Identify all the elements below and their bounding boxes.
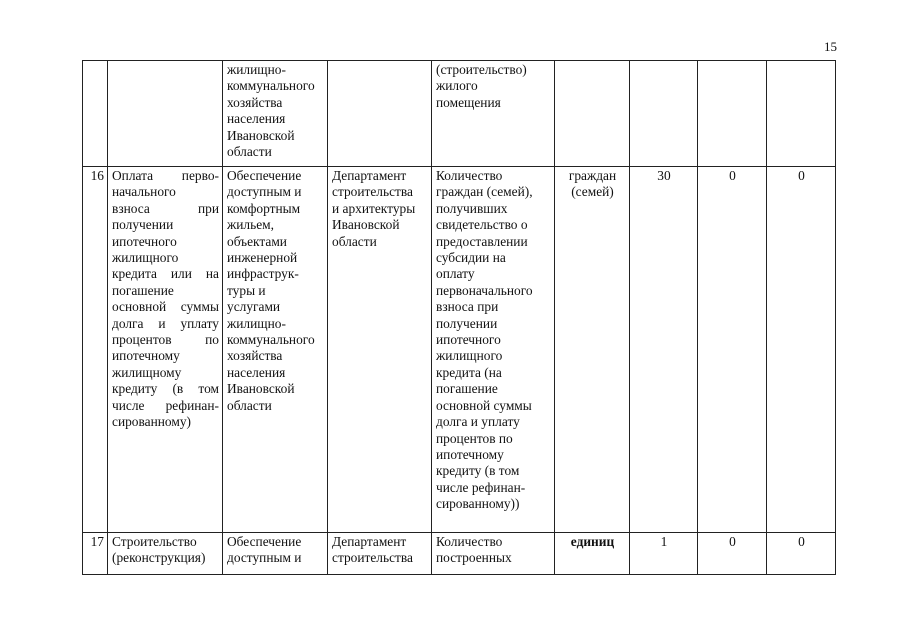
- cell-value-1: [630, 533, 698, 575]
- value-2: 0: [729, 168, 736, 183]
- cell-num: [83, 61, 108, 167]
- text-line: сированному): [112, 414, 191, 430]
- text-line: первоначального: [436, 282, 533, 298]
- text-line: Ивановской: [227, 381, 295, 397]
- page-number: 15: [824, 39, 837, 54]
- table-row-17: [83, 533, 836, 575]
- text-line: услугами: [227, 299, 281, 315]
- text-line: Обеспечение: [227, 168, 302, 183]
- goal-text: [223, 167, 327, 416]
- text-line: процентов по: [436, 430, 513, 446]
- text-line: получении: [436, 315, 498, 331]
- value-3: 0: [798, 168, 805, 183]
- text-line: (семей): [571, 184, 614, 200]
- text-line: Оплата перво-: [112, 168, 219, 183]
- text-line: Обеспечение: [227, 534, 302, 549]
- text-line: жилищно-: [227, 62, 286, 77]
- text-line: жилищного: [436, 348, 503, 364]
- cell-goal: [223, 61, 328, 167]
- indicator-text: [432, 533, 554, 569]
- text-line: Количество: [436, 534, 503, 549]
- text-line: (строительство): [436, 62, 527, 77]
- cell-goal: [223, 167, 328, 533]
- executor-text: [328, 533, 431, 569]
- cell-executor: [328, 167, 432, 533]
- text-line: доступным и: [227, 550, 302, 566]
- cell-num: [83, 533, 108, 575]
- cell-num: [83, 167, 108, 533]
- indicator-text: [432, 61, 554, 113]
- text-line: кредита (на: [436, 364, 502, 380]
- row-number: 16: [90, 168, 104, 183]
- cell-value-2: [698, 533, 767, 575]
- unit-text: [555, 167, 629, 203]
- text-line: взноса при: [112, 200, 219, 216]
- text-line: основной суммы: [112, 299, 219, 315]
- text-line: Департамент: [332, 168, 407, 183]
- text-line: инженерной: [227, 250, 298, 266]
- cell-indicator: [432, 61, 555, 167]
- text-line: ипотечному: [112, 348, 180, 364]
- text-line: Количество: [436, 168, 503, 183]
- text-line: единиц: [570, 534, 615, 549]
- text-line: жилищного: [112, 250, 179, 266]
- text-line: числе рефинан-: [112, 397, 219, 413]
- cell-value-3: [767, 167, 836, 533]
- goal-text: [223, 533, 327, 569]
- cell-indicator: [432, 533, 555, 575]
- text-line: объектами: [227, 233, 287, 249]
- text-line: хозяйства: [227, 94, 283, 110]
- text-line: долга и уплату: [436, 414, 520, 430]
- text-line: кредиту (в том: [436, 463, 520, 479]
- text-line: граждан: [568, 168, 617, 183]
- text-line: коммунального: [227, 78, 315, 94]
- cell-indicator: [432, 167, 555, 533]
- value-1: 30: [657, 168, 671, 183]
- cell-value-2: [698, 167, 767, 533]
- cell-executor: [328, 533, 432, 575]
- text-line: инфраструк-: [227, 266, 299, 282]
- text-line: взноса при: [436, 299, 499, 315]
- executor-text: [328, 167, 431, 252]
- text-line: ипотечного: [112, 233, 177, 249]
- text-line: строительства: [332, 184, 413, 200]
- cell-unit: [555, 533, 630, 575]
- text-line: получивших: [436, 200, 508, 216]
- text-line: области: [227, 397, 272, 413]
- table-row-16: [83, 167, 836, 533]
- text-line: кредита или на: [112, 266, 219, 282]
- cell-value-1: [630, 167, 698, 533]
- text-line: жилого: [436, 78, 478, 94]
- text-line: и архитектуры: [332, 200, 416, 216]
- text-line: погашение: [436, 381, 498, 397]
- text-line: долга и уплату: [112, 315, 219, 331]
- text-line: основной суммы: [436, 397, 532, 413]
- text-line: Ивановской: [227, 127, 295, 143]
- cell-value-3: [767, 61, 836, 167]
- text-line: Департамент: [332, 534, 407, 549]
- text-line: граждан (семей),: [436, 184, 533, 200]
- text-line: Строительство: [112, 534, 197, 549]
- cell-executor: [328, 61, 432, 167]
- text-line: коммунального: [227, 332, 315, 348]
- cell-value-3: [767, 533, 836, 575]
- unit-text: [555, 533, 629, 552]
- value-1: 1: [660, 534, 668, 549]
- text-line: предоставлении: [436, 233, 528, 249]
- text-line: области: [332, 233, 377, 249]
- cell-value-1: [630, 61, 698, 167]
- value-2: 0: [729, 534, 736, 549]
- cell-name: [108, 167, 223, 533]
- text-line: начального: [112, 184, 176, 200]
- text-line: кредиту (в том: [112, 381, 219, 397]
- cell-value-2: [698, 61, 767, 167]
- indicator-text: [432, 167, 554, 515]
- text-line: построенных: [436, 550, 512, 566]
- cell-name: [108, 61, 223, 167]
- cell-name: [108, 533, 223, 575]
- cell-unit: [555, 61, 630, 167]
- text-line: населения: [227, 111, 286, 127]
- text-line: ипотечного: [436, 332, 501, 348]
- text-line: строительства: [332, 550, 413, 566]
- text-line: (реконструкция): [112, 550, 206, 566]
- program-table: [82, 60, 836, 575]
- row-number: 17: [90, 534, 104, 549]
- name-text: [108, 167, 222, 433]
- text-line: ипотечному: [436, 446, 504, 462]
- text-line: Ивановской: [332, 217, 400, 233]
- text-line: населения: [227, 364, 286, 380]
- text-line: жильем,: [227, 217, 274, 233]
- value-3: 0: [798, 534, 805, 549]
- text-line: комфортным: [227, 200, 301, 216]
- text-line: жилищному: [112, 364, 182, 380]
- text-line: области: [227, 144, 272, 160]
- text-line: погашение: [112, 282, 174, 298]
- text-line: сированному)): [436, 496, 520, 512]
- text-line: числе рефинан-: [436, 479, 526, 495]
- text-line: процентов по: [112, 332, 219, 348]
- text-line: оплату: [436, 266, 475, 282]
- text-line: туры и: [227, 282, 266, 298]
- cell-goal: [223, 533, 328, 575]
- text-line: помещения: [436, 94, 501, 110]
- text-line: хозяйства: [227, 348, 283, 364]
- text-line: доступным и: [227, 184, 302, 200]
- table-row-continued: [83, 61, 836, 167]
- cell-unit: [555, 167, 630, 533]
- name-text: [108, 533, 222, 569]
- text-line: получении: [112, 217, 174, 233]
- goal-text: [223, 61, 327, 162]
- text-line: субсидии на: [436, 250, 506, 266]
- text-line: жилищно-: [227, 315, 286, 331]
- text-line: свидетельство о: [436, 217, 528, 233]
